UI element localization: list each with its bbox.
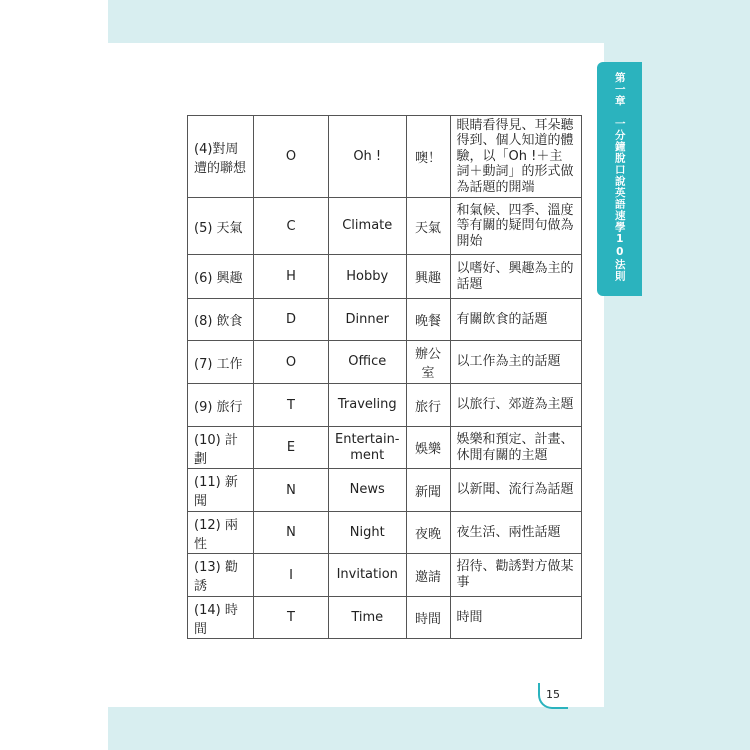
chinese-cell: 興趣 [406,255,450,299]
chinese-cell: 天氣 [406,198,450,255]
chinese-cell: 噢！ [406,116,450,198]
category-cell: (8) 飲食 [188,299,254,341]
table-row [188,116,582,198]
category-cell: (5) 天氣 [188,198,254,255]
table-row [188,427,582,469]
letter-cell: E [254,427,329,469]
word-cell: News [329,469,407,512]
table-row [188,384,582,427]
letter-cell: O [254,341,329,384]
description-cell: 以工作為主的話題 [450,341,581,384]
category-cell: (13) 勸誘 [188,554,254,597]
letter-cell: C [254,198,329,255]
description-cell: 時間 [450,597,581,639]
chapter-tab [597,62,642,296]
category-cell: (6) 興趣 [188,255,254,299]
word-cell: Night [329,512,407,554]
letter-cell: T [254,597,329,639]
word-cell: Time [329,597,407,639]
table-row [188,469,582,512]
letter-cell: O [254,116,329,198]
category-cell: (14) 時間 [188,597,254,639]
word-cell: Traveling [329,384,407,427]
top-band [108,0,750,43]
table-row [188,512,582,554]
letter-cell: D [254,299,329,341]
letter-cell: N [254,469,329,512]
word-cell: Invitation [329,554,407,597]
word-cell: Entertain-ment [329,427,407,469]
table-row [188,255,582,299]
chinese-cell: 時間 [406,597,450,639]
word-cell: Hobby [329,255,407,299]
chinese-cell: 旅行 [406,384,450,427]
table-row [188,341,582,384]
vocabulary-table [187,115,582,639]
chinese-cell: 晚餐 [406,299,450,341]
category-cell: (7) 工作 [188,341,254,384]
description-cell: 眼睛看得見、耳朵聽得到、個人知道的體驗，以「Oh !＋主詞＋動詞」的形式做為話題的開端 [450,116,581,198]
table-row [188,597,582,639]
description-cell: 以嗜好、興趣為主的話題 [450,255,581,299]
table-row [188,554,582,597]
chinese-cell: 辦公室 [406,341,450,384]
category-cell: (10) 計劃 [188,427,254,469]
table-row [188,198,582,255]
letter-cell: H [254,255,329,299]
word-cell: Climate [329,198,407,255]
table-row [188,299,582,341]
page-number: 15 [546,688,560,701]
description-cell: 和氣候、四季、溫度等有關的疑問句做為開始 [450,198,581,255]
description-cell: 夜生活、兩性話題 [450,512,581,554]
category-cell: (9) 旅行 [188,384,254,427]
chinese-cell: 娛樂 [406,427,450,469]
description-cell: 以旅行、郊遊為主題 [450,384,581,427]
letter-cell: I [254,554,329,597]
description-cell: 以新聞、流行為話題 [450,469,581,512]
word-cell: Dinner [329,299,407,341]
chinese-cell: 邀請 [406,554,450,597]
chapter-title: 第一章 一分鐘脫口說英語速學10法則 [613,72,626,282]
letter-cell: N [254,512,329,554]
bottom-band [108,707,750,750]
category-cell: (4)對周遭的聯想 [188,116,254,198]
word-cell: Oh ! [329,116,407,198]
description-cell: 有關飲食的話題 [450,299,581,341]
letter-cell: T [254,384,329,427]
description-cell: 娛樂和預定、計畫、休閒有關的主題 [450,427,581,469]
chinese-cell: 夜晚 [406,512,450,554]
category-cell: (11) 新聞 [188,469,254,512]
description-cell: 招待、勸誘對方做某事 [450,554,581,597]
category-cell: (12) 兩性 [188,512,254,554]
chinese-cell: 新聞 [406,469,450,512]
word-cell: Office [329,341,407,384]
